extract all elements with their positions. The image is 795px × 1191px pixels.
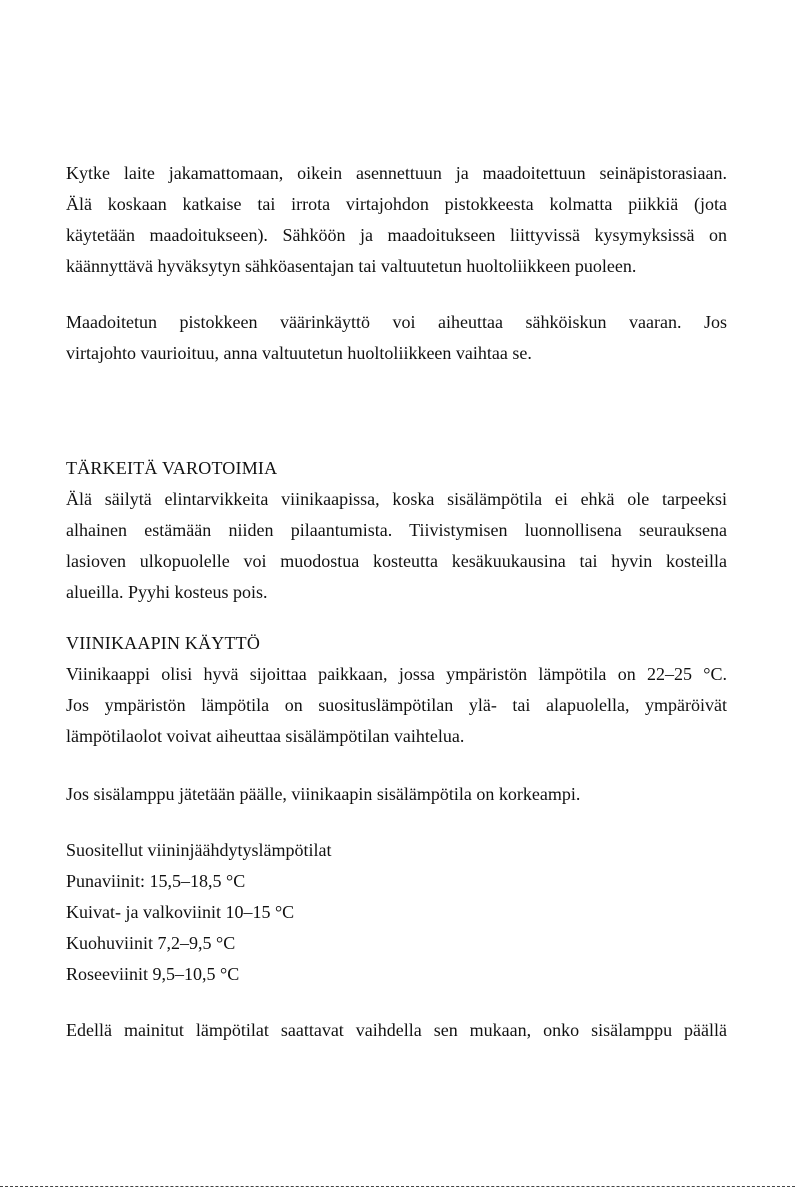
paragraph-interior-lamp bbox=[66, 779, 727, 810]
text-line: Jos sisälamppu jätetään päälle, viinikaapin sisälämpötila on korkeampi. bbox=[66, 784, 581, 804]
section-wine-cabinet-use bbox=[66, 628, 727, 752]
text-line: Maadoitetun pistokkeen väärinkäyttö voi aiheuttaa sähköiskun vaaran. Jos bbox=[66, 312, 727, 332]
text-line: virtajohto vaurioituu, anna valtuutetun huoltoliikkeen vaihtaa se. bbox=[66, 343, 532, 363]
recommended-temperatures-list bbox=[66, 835, 727, 990]
text-line: Edellä mainitut lämpötilat saattavat vaihdella sen mukaan, onko sisälamppu päällä bbox=[66, 1020, 727, 1040]
list-item: Kuohuviinit 7,2–9,5 °C bbox=[66, 933, 236, 953]
text-line: Viinikaappi olisi hyvä sijoittaa paikkaan, jossa ympäristön lämpötila on 22–25 °C. bbox=[66, 664, 727, 684]
text-line: Kytke laite jakamattomaan, oikein asennettuun ja maadoitettuun seinäpistorasiaan. bbox=[66, 163, 727, 183]
paragraph-plug-warning bbox=[66, 307, 727, 369]
section-heading: VIINIKAAPIN KÄYTTÖ bbox=[66, 633, 261, 653]
list-item: Roseeviinit 9,5–10,5 °C bbox=[66, 964, 240, 984]
text-line: alueilla. Pyyhi kosteus pois. bbox=[66, 582, 268, 602]
section-important-precautions bbox=[66, 453, 727, 608]
list-item: Kuivat- ja valkoviinit 10–15 °C bbox=[66, 902, 295, 922]
section-heading: TÄRKEITÄ VAROTOIMIA bbox=[66, 458, 278, 478]
text-line: Älä koskaan katkaise tai irrota virtajohdon pistokkeesta kolmatta piikkiä (jota bbox=[66, 194, 727, 214]
paragraph-temperature-variation bbox=[66, 1015, 727, 1046]
text-line: käytetään maadoitukseen). Sähköön ja maadoitukseen liittyvissä kysymyksissä on bbox=[66, 225, 727, 245]
list-heading: Suositellut viininjäähdytyslämpötilat bbox=[66, 840, 332, 860]
page-bottom-divider bbox=[0, 1186, 795, 1187]
text-line: lämpötilaolot voivat aiheuttaa sisälämpötilan vaihtelua. bbox=[66, 726, 465, 746]
text-line: alhainen estämään niiden pilaantumista. Tiivistymisen luonnollisena seurauksena bbox=[66, 520, 727, 540]
list-item: Punaviinit: 15,5–18,5 °C bbox=[66, 871, 246, 891]
text-line: lasioven ulkopuolelle voi muodostua kosteutta kesäkuukausina tai hyvin kosteilla bbox=[66, 551, 727, 571]
text-line: Jos ympäristön lämpötila on suosituslämpötilan ylä- tai alapuolella, ympäröivät bbox=[66, 695, 727, 715]
text-line: käännyttävä hyväksytyn sähköasentajan tai valtuutetun huoltoliikkeen puoleen. bbox=[66, 256, 637, 276]
paragraph-grounding bbox=[66, 158, 727, 282]
text-line: Älä säilytä elintarvikkeita viinikaapissa, koska sisälämpötila ei ehkä ole tarpeeksi bbox=[66, 489, 727, 509]
